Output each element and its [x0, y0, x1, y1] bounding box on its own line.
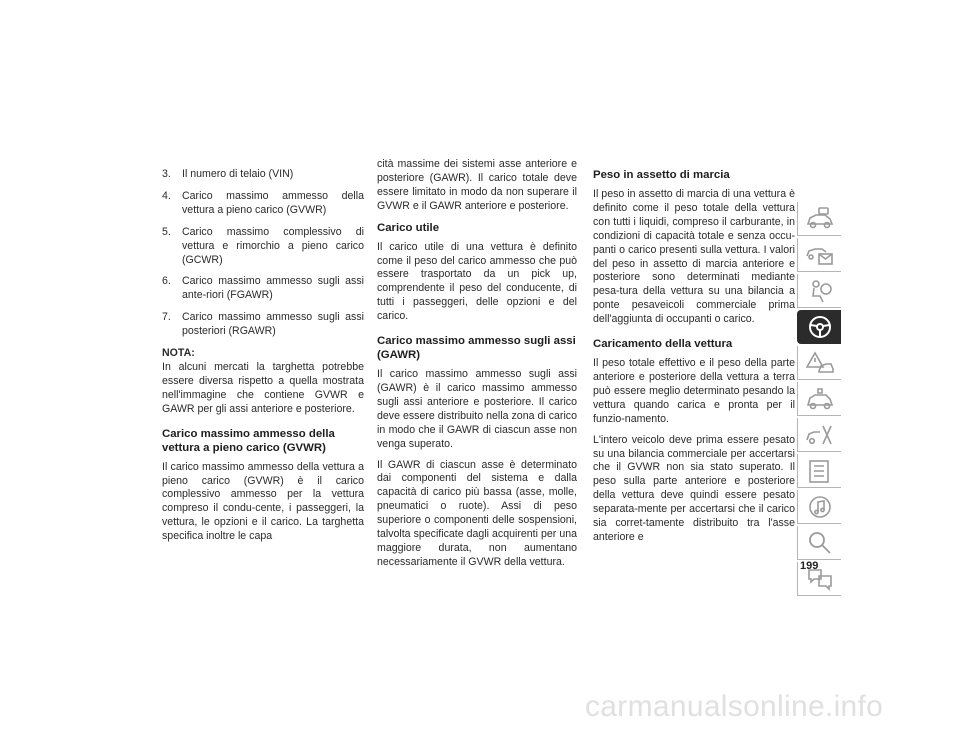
tab-car-envelope[interactable] — [797, 238, 841, 272]
list-item: 7. Carico massimo ammesso sugli assi posteriori (RGAWR) — [162, 311, 364, 338]
chapter-tabs — [797, 202, 841, 598]
paragraph-carico-utile: Il carico utile di una vettura è definito come il peso del carico ammesso che può essere trasportato da un pick up, comprendente il peso del conducente, di tutti i passeggeri, delle opzioni e del carico. — [377, 240, 577, 323]
checklist-icon — [805, 458, 835, 484]
paragraph-peso-assetto: Il peso in assetto di marcia di una vettura è definito come il peso totale della vettura con tutti i liquidi, compreso il carburante, in condizioni di capacità totale e senza occu-panti o carico presenti sulla vettura. I valori del peso in assetto di marcia anteriore e posteriore sono determinati mediante pesa-tura della vettura su una bilancia a ponte pesaveicoli commerciale prima dell'aggiunta di occupanti o carico. — [593, 188, 795, 326]
tab-search[interactable] — [797, 526, 841, 560]
car-info-icon — [805, 206, 835, 232]
tab-car-info[interactable] — [797, 202, 841, 236]
list-item: 3. Il numero di telaio (VIN) — [162, 168, 294, 180]
heading-caricamento: Caricamento della vettura — [593, 338, 733, 351]
paragraph-gawr-1: Il carico massimo ammesso sugli assi (GAWR) è il carico massimo ammesso sugli assi anteriore e posteriore. Il carico deve essere distribuito nella zona di carico in modo che il GAWR di ciascun asse non venga superato. — [377, 368, 577, 450]
steering-wheel-icon — [805, 314, 835, 340]
note-text: In alcuni mercati la targhetta potrebbe essere diversa rispetto a quella mostrata nell'immagine che contiene GVWR e GAWR per gli assi anteriore e posteriore. — [162, 360, 364, 415]
paragraph-gawr-2: Il GAWR di ciascun asse è determinato dai componenti del sistema e dalla capacità di carico più bassa (asse, molle, pneumatici o ruote). Assi di peso superiore o componenti delle sospensioni, talvolta specificate dagli acquirenti per una maggiore durata, non aumentano necessariamente il GVWR della vettura. — [377, 458, 577, 568]
tab-warning-car[interactable] — [797, 346, 841, 380]
middle-column — [377, 158, 577, 577]
airbag-icon — [805, 278, 835, 304]
magnifier-icon — [805, 530, 835, 556]
right-column — [593, 168, 795, 552]
note-label: NOTA: — [162, 347, 195, 360]
paragraph-caricamento-1: Il peso totale effettivo e il peso della parte anteriore e posteriore della vettura a terra può essere meglio determinato pesando la vettura quando carica e pronta per il funzio-namento. — [593, 357, 795, 425]
left-column — [162, 168, 364, 551]
tab-multimedia[interactable] — [797, 490, 841, 524]
tab-car-tools[interactable] — [797, 418, 841, 452]
heading-carico-utile: Carico utile — [377, 221, 440, 234]
label-info-list — [162, 168, 364, 339]
heading-gvwr: Carico massimo ammesso della vettura a pieno carico (GVWR) — [162, 427, 335, 454]
watermark: carmanualsonline.info — [585, 690, 884, 723]
tab-steering-wheel[interactable] — [797, 310, 841, 344]
tab-checklist[interactable] — [797, 454, 841, 488]
paragraph-caricamento-2: L'intero veicolo deve prima essere pesato su una bilancia commerciale per accertarsi che il GVWR non sia stato superato. Il peso sulla parte anteriore e posteriore della vettura deve quindi essere pesato separata-mente per accertarsi che il carico sia corret-tamente distribuito tra l'asse anteriore e — [593, 433, 795, 543]
tab-emergency-car[interactable] — [797, 382, 841, 416]
page-number: 199 — [800, 560, 819, 572]
music-note-icon — [805, 494, 835, 520]
list-item: 6. Carico massimo ammesso sugli assi ante-riori (FGAWR) — [162, 275, 364, 302]
heading-gawr: Carico massimo ammesso sugli assi (GAWR) — [377, 335, 576, 362]
warning-car-icon — [805, 350, 835, 376]
paragraph-continuation: cità massime dei sistemi asse anteriore e posteriore (GAWR). Il carico totale deve essere limitato in modo da non superare il GVWR e il GAWR anteriore e posteriore. — [377, 158, 577, 212]
car-tools-icon — [805, 422, 835, 448]
paragraph-gvwr: Il carico massimo ammesso della vettura a pieno carico (GVWR) è il carico complessivo ammesso per la vettura compreso il condu-cente, i passeggeri, la vettura, le opzioni e il carico. La targhetta specifica inoltre le capa — [162, 460, 364, 543]
emergency-car-icon — [805, 386, 835, 412]
heading-peso-assetto: Peso in assetto di marcia — [593, 169, 730, 181]
list-item: 4. Carico massimo ammesso della vettura a pieno carico (GVWR) — [162, 189, 364, 216]
car-envelope-icon — [805, 242, 835, 268]
list-item: 5. Carico massimo complessivo di vettura e rimorchio a pieno carico (GCWR) — [162, 225, 364, 266]
tab-airbag[interactable] — [797, 274, 841, 308]
